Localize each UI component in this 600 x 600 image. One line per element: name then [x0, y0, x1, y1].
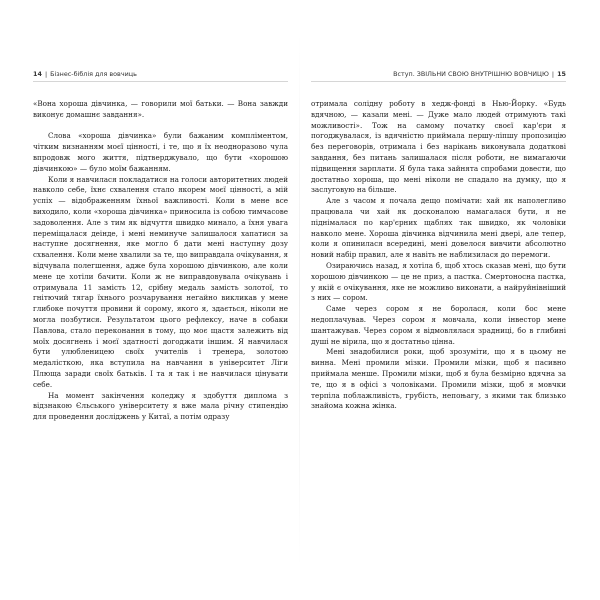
left-head-separator: | — [42, 70, 50, 78]
paragraph: «Вона хороша дівчинка, — говорили мої батьки. — Вона завжди виконує домашнє завдання». — [33, 99, 288, 119]
right-page — [311, 70, 566, 560]
right-body-text — [311, 99, 566, 412]
paragraph: Але з часом я почала дещо помічати: хай як наполегливо працювала чи хай як досконалою намагалася бути, я не піднімалася по кар'єрних щаблях так швидко, як чоловіки навколо мене. Хороша дівчинка відчинила мені двері, але тепер, коли я опинилася всередині, мені довелося вивчити абсолютно новий набір правил, але я навіть не наблизилася до перемоги. — [311, 196, 566, 260]
left-running-title: Бізнес-біблія для вовчиць — [50, 70, 137, 78]
paragraph: Слова «хороша дівчинка» були бажаним компліментом, чітким визнанням моєї цінності, і те, що я їх неодноразово чула впродовж мого життя, підтверджувало, що бути «хорошою дівчинкою» — було моїм бажанням. — [33, 131, 288, 173]
left-body-text — [33, 99, 288, 423]
paragraph: Мені знадобилися роки, щоб зрозуміти, що я в цьому не винна. Мені промили мізки. Промили мізки, щоб я пасивно приймала менше. Промили мізки, щоб я була безмірно вдячна за те, що я в офісі з чоловіками. Промили мізки, щоб я мовчки терпіла поблажливість, грубість, непоњагу, з якими так близько знайома кожна жінка. — [311, 347, 566, 411]
right-running-head — [311, 70, 566, 82]
right-page-number: 15 — [557, 70, 566, 78]
paragraph: Коли я навчилася покладатися на голоси авторитетних людей навколо себе, їхнє схвалення стало якорем моєї цінності, а мій успіх — відображенням їхньої важливості. Коли в мене все виходило, коли «хороша дівчинка» приносила із собою тимчасове задоволення. Але з тим як відчуття швидко минало, а їхня увага переміщалася деінде, і мені неминуче залишалося хапатися за наступне досягнення, яке могло б дати мені наступну дозу схвалення. Коли мене хвалили за те, що виправдала очікування, я відчувала полегшення, адже була хорошою дівчинкою, але коли мене це хотіли бачити. Коли ж не виправдовувала очікувань і отримувала 11 замість 12, срібну медаль замість золотої, то гнітючий тягар їхнього розчарування негайно викликав у мене глибоке почуття провини й сорому, якого я, здається, ніколи не могла позбутися. Результатом цього рефлексу, наче в собаки Павлова, стало переконання в тому, що моє щастя залежить від моїх досягнень і моєї здатності догоджати іншим. Я навчилася бути улюбленицею своїх учителів і тренера, золотою медалісткою, яка вступила на навчання в університет Ліги Плюща заради своїх батьків. І та я так і не навчилася цінувати себе. — [33, 174, 288, 389]
left-page — [33, 70, 288, 560]
paragraph: Озираючись назад, я хотіла б, щоб хтось сказав мені, що бути хорошою дівчинкою — це не приз, а пастка. Смертоносна пастка, у якій є очікування, яке не можливо виконати, а найруйнівніший з них — сором. — [311, 260, 566, 303]
paragraph: Саме через сором я не боролася, коли бос мене недоплачував. Через сором я мовчала, коли інвестор мене шантажував. Через сором я відмовлялася зрадниці, бо в глибині душі не вірила, що я достатньо цінна. — [311, 304, 566, 346]
paragraph: отримала солідну роботу в хедж-фонді в Нью-Йорку. «Будь вдячною, — казали мені. — Дуже мало людей отримують такі можливості». Тож на самому початку своєї кар'єри я погоджувалася, із вдячністю приймала першу-ліпшу пропозицію без переговорів, отримала і без нарікань виконувала додаткові завдання, без питань залишалася після роботи, не вимагаючи підвищення зарплати. Я була така зайнята спробами довести, що достатньо хороша, що мені ніколи не спадало на думку, що я заслуговую на більше. — [311, 99, 566, 195]
left-running-head — [33, 70, 288, 82]
paragraph: На момент закінчення коледжу я здобуття диплома з відзнакою Єльського університету я вже мала річну стипендію для проведення досліджень у Китаї, а потім одразу — [33, 390, 288, 422]
right-head-separator: | — [549, 70, 557, 78]
left-page-number: 14 — [33, 70, 42, 78]
page-gutter — [299, 30, 300, 570]
right-running-title: Вступ. ЗВІЛЬНИ СВОЮ ВНУТРІШНЮ ВОВЧИЦЮ — [393, 70, 549, 78]
